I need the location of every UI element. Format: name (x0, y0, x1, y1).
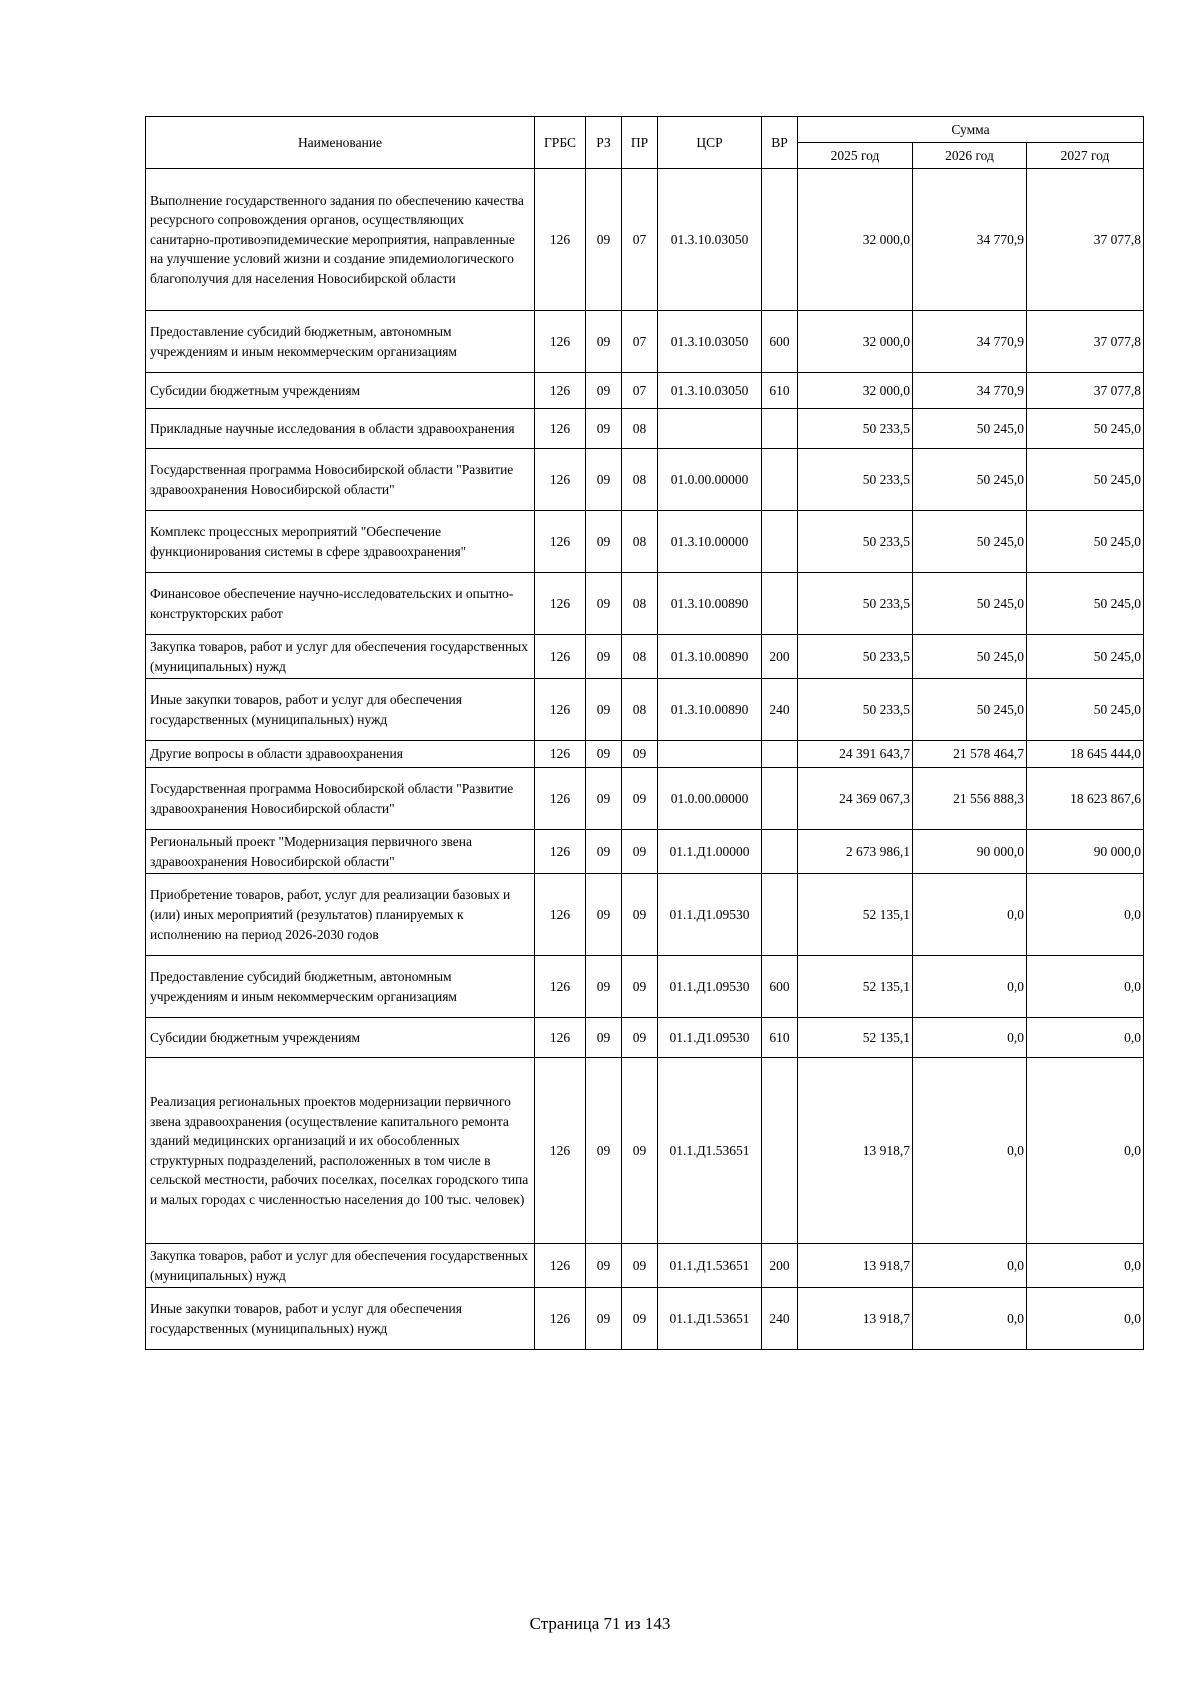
cell-sum-2027: 50 245,0 (1027, 635, 1144, 679)
cell-name: Приобретение товаров, работ, услуг для реализации базовых и (или) иных мероприятий (результатов) планируемых к исполнению на период 2026-2030 годов (146, 874, 535, 956)
cell-rz: 09 (586, 874, 622, 956)
table-row (146, 830, 1144, 874)
cell-rz: 09 (586, 1288, 622, 1350)
cell-sum-2027: 50 245,0 (1027, 573, 1144, 635)
cell-sum-2027: 0,0 (1027, 1058, 1144, 1244)
table-header (146, 117, 1144, 169)
cell-name: Прикладные научные исследования в области здравоохранения (146, 409, 535, 449)
table-row (146, 956, 1144, 1018)
cell-csr: 01.0.00.00000 (658, 768, 762, 830)
cell-grbs: 126 (535, 1018, 586, 1058)
cell-sum-2025: 32 000,0 (798, 373, 913, 409)
cell-sum-2025: 24 369 067,3 (798, 768, 913, 830)
cell-sum-2026: 0,0 (913, 1018, 1027, 1058)
cell-csr: 01.1.Д1.09530 (658, 956, 762, 1018)
budget-table (145, 116, 1144, 1350)
cell-rz: 09 (586, 449, 622, 511)
cell-pr: 09 (622, 741, 658, 768)
cell-csr (658, 741, 762, 768)
cell-name: Закупка товаров, работ и услуг для обеспечения государственных (муниципальных) нужд (146, 635, 535, 679)
cell-rz: 09 (586, 1244, 622, 1288)
cell-rz: 09 (586, 373, 622, 409)
header-grbs: ГРБС (535, 117, 586, 169)
cell-vr (762, 169, 798, 311)
cell-sum-2025: 2 673 986,1 (798, 830, 913, 874)
cell-pr: 07 (622, 311, 658, 373)
cell-name: Предоставление субсидий бюджетным, автономным учреждениям и иным некоммерческим организациям (146, 311, 535, 373)
cell-vr (762, 449, 798, 511)
header-vr: ВР (762, 117, 798, 169)
table-row (146, 373, 1144, 409)
cell-pr: 08 (622, 635, 658, 679)
cell-name: Государственная программа Новосибирской области "Развитие здравоохранения Новосибирской области" (146, 768, 535, 830)
cell-name: Иные закупки товаров, работ и услуг для обеспечения государственных (муниципальных) нужд (146, 1288, 535, 1350)
cell-sum-2026: 0,0 (913, 874, 1027, 956)
cell-sum-2025: 32 000,0 (798, 311, 913, 373)
cell-vr (762, 409, 798, 449)
cell-csr: 01.1.Д1.09530 (658, 1018, 762, 1058)
cell-name: Комплекс процессных мероприятий "Обеспечение функционирования системы в сфере здравоохранения" (146, 511, 535, 573)
cell-sum-2026: 21 578 464,7 (913, 741, 1027, 768)
cell-rz: 09 (586, 1058, 622, 1244)
cell-pr: 09 (622, 956, 658, 1018)
cell-pr: 07 (622, 373, 658, 409)
cell-csr: 01.1.Д1.53651 (658, 1244, 762, 1288)
cell-name: Реализация региональных проектов модернизации первичного звена здравоохранения (осуществление капитального ремонта зданий медицинских организаций и их обособленных структурных подразделений, расположенных в том числе в сельской местности, рабочих поселках, поселках городского типа и малых городах с численностью населения до 100 тыс. человек) (146, 1058, 535, 1244)
cell-name: Субсидии бюджетным учреждениям (146, 373, 535, 409)
cell-sum-2026: 50 245,0 (913, 511, 1027, 573)
cell-csr: 01.3.10.00000 (658, 511, 762, 573)
cell-sum-2027: 50 245,0 (1027, 511, 1144, 573)
cell-sum-2025: 32 000,0 (798, 169, 913, 311)
header-sum: Сумма (798, 117, 1144, 143)
cell-grbs: 126 (535, 573, 586, 635)
cell-sum-2026: 50 245,0 (913, 679, 1027, 741)
table-row (146, 573, 1144, 635)
table-row (146, 169, 1144, 311)
cell-grbs: 126 (535, 373, 586, 409)
cell-name: Другие вопросы в области здравоохранения (146, 741, 535, 768)
header-pr: ПР (622, 117, 658, 169)
cell-vr: 610 (762, 373, 798, 409)
table-row (146, 511, 1144, 573)
table-row (146, 409, 1144, 449)
cell-sum-2027: 37 077,8 (1027, 373, 1144, 409)
cell-sum-2026: 0,0 (913, 1244, 1027, 1288)
cell-sum-2027: 50 245,0 (1027, 409, 1144, 449)
cell-vr (762, 1058, 798, 1244)
cell-pr: 09 (622, 1058, 658, 1244)
cell-name: Выполнение государственного задания по обеспечению качества ресурсного сопровождения органов, осуществляющих санитарно-противоэпидемические мероприятия, направленные на улучшение условий жизни и создание эпидемиологического благополучия для населения Новосибирской области (146, 169, 535, 311)
cell-vr: 600 (762, 956, 798, 1018)
table-body (146, 169, 1144, 1350)
cell-grbs: 126 (535, 679, 586, 741)
cell-sum-2027: 90 000,0 (1027, 830, 1144, 874)
cell-pr: 09 (622, 1288, 658, 1350)
cell-sum-2027: 37 077,8 (1027, 169, 1144, 311)
cell-name: Закупка товаров, работ и услуг для обеспечения государственных (муниципальных) нужд (146, 1244, 535, 1288)
cell-vr (762, 874, 798, 956)
cell-name: Субсидии бюджетным учреждениям (146, 1018, 535, 1058)
cell-rz: 09 (586, 830, 622, 874)
cell-rz: 09 (586, 956, 622, 1018)
cell-name: Предоставление субсидий бюджетным, автономным учреждениям и иным некоммерческим организациям (146, 956, 535, 1018)
cell-grbs: 126 (535, 1058, 586, 1244)
cell-pr: 08 (622, 511, 658, 573)
cell-csr: 01.1.Д1.00000 (658, 830, 762, 874)
cell-vr: 240 (762, 679, 798, 741)
cell-sum-2027: 0,0 (1027, 1288, 1144, 1350)
cell-vr: 600 (762, 311, 798, 373)
cell-name: Иные закупки товаров, работ и услуг для обеспечения государственных (муниципальных) нужд (146, 679, 535, 741)
cell-rz: 09 (586, 573, 622, 635)
cell-sum-2025: 50 233,5 (798, 511, 913, 573)
cell-vr (762, 573, 798, 635)
cell-csr: 01.0.00.00000 (658, 449, 762, 511)
cell-grbs: 126 (535, 1288, 586, 1350)
cell-grbs: 126 (535, 956, 586, 1018)
cell-pr: 09 (622, 1244, 658, 1288)
table-row (146, 679, 1144, 741)
cell-sum-2025: 50 233,5 (798, 635, 913, 679)
cell-sum-2026: 0,0 (913, 1288, 1027, 1350)
cell-csr: 01.1.Д1.53651 (658, 1058, 762, 1244)
cell-vr: 610 (762, 1018, 798, 1058)
table-row (146, 1244, 1144, 1288)
cell-csr (658, 409, 762, 449)
cell-sum-2025: 50 233,5 (798, 449, 913, 511)
cell-rz: 09 (586, 679, 622, 741)
header-rz: РЗ (586, 117, 622, 169)
cell-rz: 09 (586, 511, 622, 573)
cell-sum-2025: 52 135,1 (798, 874, 913, 956)
header-year-2025: 2025 год (798, 143, 913, 169)
header-name: Наименование (146, 117, 535, 169)
table-row (146, 1058, 1144, 1244)
cell-pr: 08 (622, 679, 658, 741)
cell-pr: 09 (622, 768, 658, 830)
cell-sum-2025: 13 918,7 (798, 1244, 913, 1288)
cell-grbs: 126 (535, 635, 586, 679)
cell-grbs: 126 (535, 511, 586, 573)
cell-sum-2027: 0,0 (1027, 956, 1144, 1018)
cell-sum-2027: 0,0 (1027, 1018, 1144, 1058)
table-row (146, 741, 1144, 768)
cell-csr: 01.1.Д1.09530 (658, 874, 762, 956)
cell-pr: 08 (622, 449, 658, 511)
cell-sum-2027: 0,0 (1027, 874, 1144, 956)
cell-sum-2027: 0,0 (1027, 1244, 1144, 1288)
cell-sum-2026: 50 245,0 (913, 409, 1027, 449)
page-number: Страница 71 из 143 (529, 1614, 671, 1633)
cell-vr (762, 511, 798, 573)
cell-pr: 09 (622, 830, 658, 874)
table-row (146, 311, 1144, 373)
cell-sum-2026: 34 770,9 (913, 373, 1027, 409)
cell-csr: 01.3.10.03050 (658, 169, 762, 311)
cell-rz: 09 (586, 311, 622, 373)
table-row (146, 635, 1144, 679)
cell-sum-2025: 52 135,1 (798, 956, 913, 1018)
cell-sum-2025: 52 135,1 (798, 1018, 913, 1058)
cell-name: Финансовое обеспечение научно-исследовательских и опытно-конструкторских работ (146, 573, 535, 635)
cell-vr: 240 (762, 1288, 798, 1350)
cell-csr: 01.3.10.00890 (658, 635, 762, 679)
cell-sum-2027: 37 077,8 (1027, 311, 1144, 373)
cell-rz: 09 (586, 1018, 622, 1058)
cell-rz: 09 (586, 169, 622, 311)
cell-sum-2027: 50 245,0 (1027, 449, 1144, 511)
cell-grbs: 126 (535, 449, 586, 511)
cell-rz: 09 (586, 635, 622, 679)
cell-grbs: 126 (535, 741, 586, 768)
cell-rz: 09 (586, 768, 622, 830)
cell-sum-2026: 21 556 888,3 (913, 768, 1027, 830)
cell-sum-2025: 50 233,5 (798, 409, 913, 449)
cell-sum-2027: 18 645 444,0 (1027, 741, 1144, 768)
cell-grbs: 126 (535, 311, 586, 373)
cell-sum-2026: 50 245,0 (913, 573, 1027, 635)
cell-pr: 09 (622, 874, 658, 956)
cell-pr: 08 (622, 573, 658, 635)
cell-csr: 01.3.10.00890 (658, 573, 762, 635)
cell-sum-2026: 34 770,9 (913, 311, 1027, 373)
cell-sum-2025: 50 233,5 (798, 679, 913, 741)
cell-pr: 07 (622, 169, 658, 311)
cell-rz: 09 (586, 409, 622, 449)
cell-sum-2026: 90 000,0 (913, 830, 1027, 874)
header-year-2027: 2027 год (1027, 143, 1144, 169)
cell-vr (762, 830, 798, 874)
cell-name: Региональный проект "Модернизация первичного звена здравоохранения Новосибирской области" (146, 830, 535, 874)
cell-sum-2025: 50 233,5 (798, 573, 913, 635)
cell-vr (762, 768, 798, 830)
header-year-2026: 2026 год (913, 143, 1027, 169)
cell-vr (762, 741, 798, 768)
cell-grbs: 126 (535, 409, 586, 449)
cell-vr: 200 (762, 1244, 798, 1288)
table-row (146, 768, 1144, 830)
cell-csr: 01.3.10.03050 (658, 311, 762, 373)
cell-csr: 01.1.Д1.53651 (658, 1288, 762, 1350)
cell-sum-2025: 24 391 643,7 (798, 741, 913, 768)
cell-sum-2025: 13 918,7 (798, 1058, 913, 1244)
cell-grbs: 126 (535, 169, 586, 311)
cell-sum-2026: 0,0 (913, 1058, 1027, 1244)
cell-pr: 09 (622, 1018, 658, 1058)
cell-rz: 09 (586, 741, 622, 768)
cell-name: Государственная программа Новосибирской области "Развитие здравоохранения Новосибирской области" (146, 449, 535, 511)
cell-grbs: 126 (535, 768, 586, 830)
cell-pr: 08 (622, 409, 658, 449)
cell-csr: 01.3.10.00890 (658, 679, 762, 741)
cell-sum-2026: 50 245,0 (913, 449, 1027, 511)
cell-vr: 200 (762, 635, 798, 679)
cell-sum-2026: 0,0 (913, 956, 1027, 1018)
cell-sum-2027: 18 623 867,6 (1027, 768, 1144, 830)
header-csr: ЦСР (658, 117, 762, 169)
cell-sum-2026: 50 245,0 (913, 635, 1027, 679)
cell-csr: 01.3.10.03050 (658, 373, 762, 409)
table-row (146, 1288, 1144, 1350)
cell-grbs: 126 (535, 830, 586, 874)
cell-sum-2027: 50 245,0 (1027, 679, 1144, 741)
cell-grbs: 126 (535, 1244, 586, 1288)
table-row (146, 874, 1144, 956)
cell-sum-2025: 13 918,7 (798, 1288, 913, 1350)
table-row (146, 1018, 1144, 1058)
table-row (146, 449, 1144, 511)
cell-sum-2026: 34 770,9 (913, 169, 1027, 311)
cell-grbs: 126 (535, 874, 586, 956)
